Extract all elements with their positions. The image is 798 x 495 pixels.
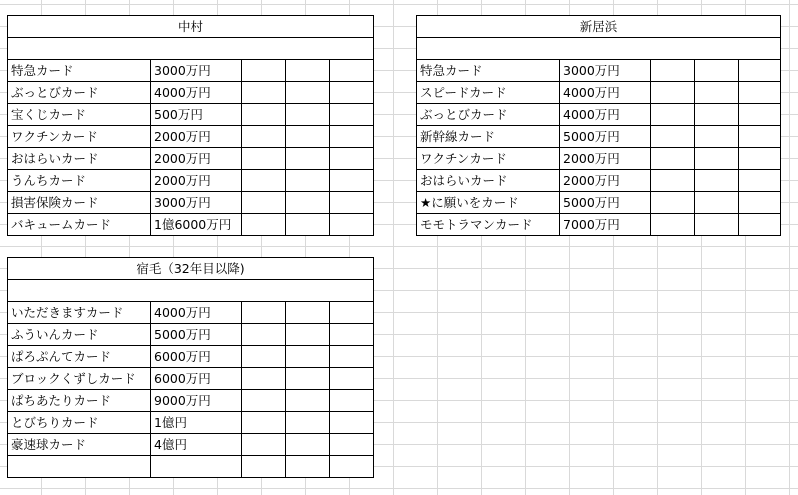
table-row (8, 346, 374, 368)
empty-cell[interactable] (242, 368, 286, 390)
empty-cell[interactable] (286, 60, 330, 82)
card-name-cell[interactable]: ワクチンカード (8, 126, 151, 148)
empty-cell[interactable] (330, 214, 374, 236)
empty-cell[interactable] (330, 368, 374, 390)
empty-cell[interactable] (242, 324, 286, 346)
empty-cell[interactable] (242, 346, 286, 368)
empty-cell[interactable] (242, 302, 286, 324)
price-cell[interactable]: 5000万円 (560, 126, 651, 148)
empty-cell[interactable] (695, 170, 739, 192)
empty-cell[interactable] (286, 82, 330, 104)
nakamura-title[interactable]: 中村 (8, 16, 374, 38)
empty-cell[interactable] (695, 126, 739, 148)
price-cell[interactable]: 5000万円 (560, 192, 651, 214)
empty-cell[interactable] (330, 302, 374, 324)
empty-cell[interactable] (286, 192, 330, 214)
empty-cell[interactable] (242, 60, 286, 82)
table-row (8, 126, 374, 148)
price-cell[interactable]: 4000万円 (560, 104, 651, 126)
empty-cell[interactable] (242, 456, 286, 478)
card-name-cell[interactable]: いただきますカード (8, 302, 151, 324)
sukumo-title[interactable]: 宿毛（32年目以降) (8, 258, 374, 280)
empty-cell[interactable] (242, 192, 286, 214)
empty-cell[interactable] (330, 60, 374, 82)
card-name-cell[interactable]: ぶっとびカード (417, 104, 560, 126)
empty-cell[interactable] (330, 192, 374, 214)
empty-cell[interactable] (695, 104, 739, 126)
empty-cell[interactable] (739, 192, 781, 214)
empty-cell[interactable] (651, 192, 695, 214)
empty-cell[interactable] (695, 148, 739, 170)
table-row (417, 126, 781, 148)
card-name-cell[interactable]: うんちカード (8, 170, 151, 192)
empty-cell[interactable] (739, 148, 781, 170)
table-row (8, 148, 374, 170)
price-cell[interactable]: 9000万円 (151, 390, 242, 412)
empty-cell[interactable] (8, 456, 151, 478)
card-name-cell[interactable]: おはらいカード (8, 148, 151, 170)
table-row (8, 302, 374, 324)
price-cell[interactable]: 4000万円 (151, 82, 242, 104)
empty-cell[interactable] (242, 214, 286, 236)
empty-cell[interactable] (739, 170, 781, 192)
table-row (8, 324, 374, 346)
table-row (417, 192, 781, 214)
empty-cell[interactable] (242, 390, 286, 412)
empty-cell[interactable] (330, 346, 374, 368)
price-cell[interactable]: 4000万円 (560, 82, 651, 104)
empty-cell[interactable] (651, 104, 695, 126)
empty-cell[interactable] (286, 302, 330, 324)
empty-cell[interactable] (330, 148, 374, 170)
card-name-cell[interactable]: 損害保険カード (8, 192, 151, 214)
price-cell[interactable]: 6000万円 (151, 368, 242, 390)
empty-cell[interactable] (330, 170, 374, 192)
table-row (8, 434, 374, 456)
empty-cell[interactable] (739, 104, 781, 126)
price-cell[interactable]: 2000万円 (560, 148, 651, 170)
blank-row[interactable] (417, 38, 781, 60)
table-row (8, 214, 374, 236)
price-cell[interactable]: 6000万円 (151, 346, 242, 368)
price-cell[interactable]: 5000万円 (151, 324, 242, 346)
empty-cell[interactable] (651, 82, 695, 104)
card-name-cell[interactable]: ぱろぷんてカード (8, 346, 151, 368)
empty-cell[interactable] (695, 214, 739, 236)
empty-cell[interactable] (739, 126, 781, 148)
card-name-cell[interactable]: ぶっとびカード (8, 82, 151, 104)
price-cell[interactable]: 3000万円 (560, 60, 651, 82)
price-cell[interactable]: 1億円 (151, 412, 242, 434)
price-cell[interactable]: 2000万円 (151, 170, 242, 192)
card-name-cell[interactable]: ワクチンカード (417, 148, 560, 170)
table-row (417, 148, 781, 170)
empty-cell[interactable] (330, 324, 374, 346)
price-cell[interactable]: 1億6000万円 (151, 214, 242, 236)
empty-cell[interactable] (330, 126, 374, 148)
card-name-cell[interactable]: ★に願いをカード (417, 192, 560, 214)
empty-cell[interactable] (242, 104, 286, 126)
card-name-cell[interactable]: 新幹線カード (417, 126, 560, 148)
card-name-cell[interactable]: おはらいカード (417, 170, 560, 192)
card-name-cell[interactable]: ふういんカード (8, 324, 151, 346)
empty-cell[interactable] (330, 434, 374, 456)
table-row (8, 170, 374, 192)
table-row (417, 104, 781, 126)
table-row (8, 390, 374, 412)
empty-cell[interactable] (286, 324, 330, 346)
price-cell[interactable]: 500万円 (151, 104, 242, 126)
empty-cell[interactable] (286, 346, 330, 368)
card-name-cell[interactable]: 特急カード (417, 60, 560, 82)
empty-cell[interactable] (286, 148, 330, 170)
empty-cell[interactable] (330, 456, 374, 478)
empty-cell[interactable] (286, 170, 330, 192)
empty-cell[interactable] (242, 412, 286, 434)
empty-cell[interactable] (242, 82, 286, 104)
price-cell[interactable]: 4000万円 (151, 302, 242, 324)
empty-cell[interactable] (739, 82, 781, 104)
price-cell[interactable]: 4億円 (151, 434, 242, 456)
empty-cell[interactable] (286, 126, 330, 148)
table-row (8, 412, 374, 434)
niihama-table (416, 15, 781, 236)
empty-cell[interactable] (330, 390, 374, 412)
table-row (8, 192, 374, 214)
table-row (417, 60, 781, 82)
empty-cell[interactable] (242, 434, 286, 456)
empty-cell[interactable] (695, 60, 739, 82)
empty-cell[interactable] (695, 192, 739, 214)
blank-row[interactable] (8, 280, 374, 302)
empty-cell[interactable] (739, 60, 781, 82)
table-row (8, 456, 374, 478)
empty-cell[interactable] (651, 148, 695, 170)
card-name-cell[interactable]: 豪速球カード (8, 434, 151, 456)
empty-cell[interactable] (286, 390, 330, 412)
card-name-cell[interactable]: ぱちあたりカード (8, 390, 151, 412)
niihama-title[interactable]: 新居浜 (417, 16, 781, 38)
price-cell[interactable]: 3000万円 (151, 60, 242, 82)
table-row (8, 82, 374, 104)
price-cell[interactable]: 2000万円 (560, 170, 651, 192)
empty-cell[interactable] (242, 170, 286, 192)
empty-cell[interactable] (242, 148, 286, 170)
empty-cell[interactable] (651, 170, 695, 192)
empty-cell[interactable] (286, 434, 330, 456)
card-name-cell[interactable]: スピードカード (417, 82, 560, 104)
empty-cell[interactable] (330, 104, 374, 126)
empty-cell[interactable] (242, 126, 286, 148)
table-row (8, 60, 374, 82)
empty-cell[interactable] (651, 126, 695, 148)
empty-cell[interactable] (286, 412, 330, 434)
nakamura-table (7, 15, 374, 236)
price-cell[interactable]: 3000万円 (151, 192, 242, 214)
card-name-cell[interactable]: 宝くじカード (8, 104, 151, 126)
empty-cell[interactable] (286, 368, 330, 390)
empty-cell[interactable] (330, 82, 374, 104)
card-name-cell[interactable]: 特急カード (8, 60, 151, 82)
price-cell[interactable]: 2000万円 (151, 126, 242, 148)
price-cell[interactable]: 7000万円 (560, 214, 651, 236)
table-row (417, 170, 781, 192)
table-row (417, 82, 781, 104)
card-name-cell[interactable]: ブロックくずしカード (8, 368, 151, 390)
empty-cell[interactable] (651, 60, 695, 82)
card-name-cell[interactable]: モモトラマンカード (417, 214, 560, 236)
table-row (417, 214, 781, 236)
empty-cell[interactable] (651, 214, 695, 236)
empty-cell[interactable] (739, 214, 781, 236)
empty-cell[interactable] (330, 412, 374, 434)
empty-cell[interactable] (695, 82, 739, 104)
empty-cell[interactable] (151, 456, 242, 478)
table-row (8, 104, 374, 126)
price-cell[interactable]: 2000万円 (151, 148, 242, 170)
blank-row[interactable] (8, 38, 374, 60)
table-row (8, 368, 374, 390)
empty-cell[interactable] (286, 104, 330, 126)
card-name-cell[interactable]: バキュームカード (8, 214, 151, 236)
empty-cell[interactable] (286, 456, 330, 478)
card-name-cell[interactable]: とびちりカード (8, 412, 151, 434)
empty-cell[interactable] (286, 214, 330, 236)
sukumo-table (7, 257, 374, 478)
